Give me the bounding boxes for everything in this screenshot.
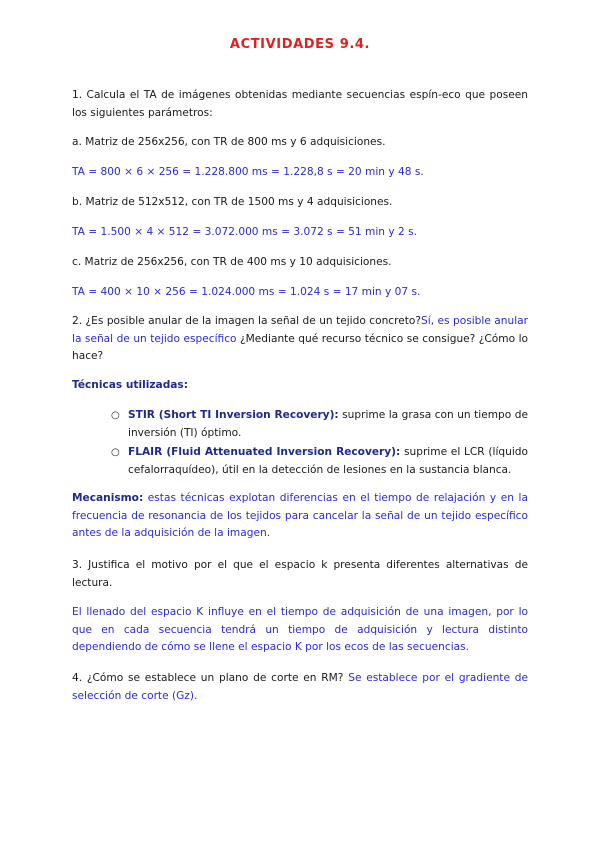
answer-1-c: TA = 400 × 10 × 256 = 1.024.000 ms = 1.024 s = 17 min y 07 s. xyxy=(72,286,421,298)
tecnicas-list xyxy=(111,407,528,481)
answer-1-b: TA = 1.500 × 4 × 512 = 3.072.000 ms = 3.072 s = 51 min y 2 s. xyxy=(72,226,418,238)
answer-2-highlight: Sí, es posible anular la señal de un tejido específico xyxy=(72,315,528,345)
technique-name: STIR (Short TI Inversion Recovery): xyxy=(128,409,339,421)
question-1-a: a. Matriz de 256x256, con TR de 800 ms y 6 adquisiciones. xyxy=(72,136,386,148)
question-1-b: b. Matriz de 512x512, con TR de 1500 ms y 4 adquisiciones. xyxy=(72,196,393,208)
question-4 xyxy=(72,670,528,705)
bullet-circle-icon: ○ xyxy=(111,447,120,458)
answer-4: Se establece por el gradiente de selección de corte (Gz). xyxy=(72,672,528,702)
question-2 xyxy=(72,313,528,366)
mecanismo-text: estas técnicas explotan diferencias en el tiempo de relajación y en la frecuencia de resonancia de los tejidos para cancelar la señal de un tejido específico antes de la adquisición de la imagen. xyxy=(72,492,528,539)
mecanismo-label: Mecanismo: xyxy=(72,492,144,504)
question-4-text: 4. ¿Cómo se establece un plano de corte en RM? xyxy=(72,672,349,684)
technique-description: suprime el LCR (líquido cefalorraquídeo), útil en la detección de lesiones en la sustancia blanca. xyxy=(128,446,528,476)
question-1: 1. Calcula el TA de imágenes obtenidas mediante secuencias espín-eco que poseen los siguientes parámetros: xyxy=(72,89,528,119)
bullet-circle-icon: ○ xyxy=(111,410,120,421)
answer-3: El llenado del espacio K influye en el tiempo de adquisición de una imagen, por lo que en cada secuencia tendrá un tiempo de adquisición y lectura distinto dependiendo de cómo se llene el espacio K por los ecos de las secuencias. xyxy=(72,606,528,653)
question-1-c: c. Matriz de 256x256, con TR de 400 ms y 10 adquisiciones. xyxy=(72,256,392,268)
page-title: ACTIVIDADES 9.4. xyxy=(229,37,371,52)
mecanismo-paragraph xyxy=(72,490,528,543)
question-2-text-end: ¿Mediante qué recurso técnico se consigue? ¿Cómo lo hace? xyxy=(72,332,528,362)
list-item xyxy=(111,444,528,479)
question-2-text: 2. ¿Es posible anular de la imagen la señal de un tejido concreto? xyxy=(72,315,422,327)
question-3: 3. Justifica el motivo por el que el espacio k presenta diferentes alternativas de lectura. xyxy=(72,559,528,589)
answer-1-a: TA = 800 × 6 × 256 = 1.228.800 ms = 1.228,8 s = 20 min y 48 s. xyxy=(72,166,424,178)
technique-description: suprime la grasa con un tiempo de inversión (TI) óptimo. xyxy=(128,409,528,439)
tecnicas-heading: Técnicas utilizadas: xyxy=(72,379,188,391)
list-item xyxy=(111,407,528,442)
technique-name: FLAIR (Fluid Attenuated Inversion Recovery): xyxy=(128,446,401,458)
